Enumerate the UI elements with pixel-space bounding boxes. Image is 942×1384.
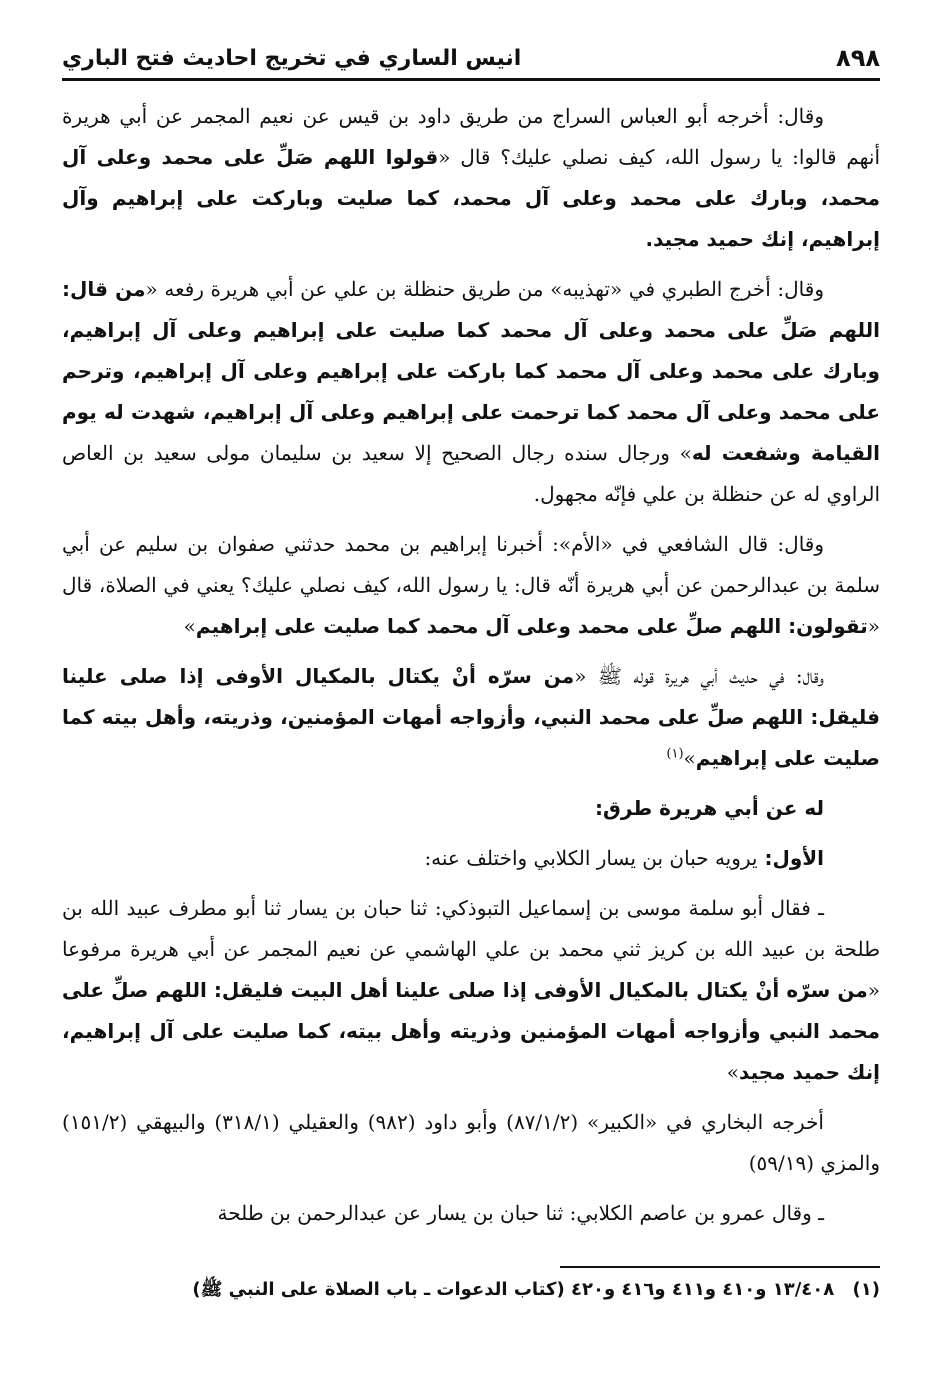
- body-text: [62, 96, 880, 1243]
- text-run: ـ فقال أبو سلمة موسى بن إسماعيل التبوذكي: ثنا حبان بن يسار ثنا أبو مطرف عبيد الله بن طلحة بن عبيد الله بن كريز ثني محمد بن علي الهاشمي عن نعيم المجمر عن أبي هريرة مرفوعا «: [62, 896, 880, 1002]
- text-run: وقال: قال الشافعي في «الأم»: أخبرنا إبراهيم بن محمد حدثني صفوان بن سليم عن أبي سلمة بن عبدالرحمن عن أبي هريرة أنّه قال: يا رسول الله، كيف نصلي عليك؟ يعني في الصلاة، قال «: [62, 532, 880, 638]
- page-number: ٨٩٨: [836, 44, 880, 72]
- text-run: وقال: أخرجه أبو العباس السراج من طريق داود بن قيس عن نعيم المجمر عن أبي هريرة أنهم قالوا: يا رسول الله، كيف نصلي عليك؟ قال «: [62, 104, 881, 169]
- paragraph: [62, 269, 880, 515]
- text-run: »: [726, 1060, 740, 1084]
- paragraph: [62, 524, 880, 647]
- paragraph: [62, 788, 880, 829]
- bold-text-run: الأول:: [757, 846, 824, 870]
- text-run: وقال: أخرج الطبري في «تهذيبه» من طريق حنظلة بن علي عن أبي هريرة رفعه «: [145, 277, 824, 301]
- text-run: وقال: في حديث أبي هريرة قوله ﷺ «: [574, 664, 824, 688]
- paragraph: [62, 656, 880, 779]
- text-run: »: [183, 614, 196, 638]
- text-run: أخرجه البخاري في «الكبير» (٨٧/١/٢) وأبو داود (٩٨٢) والعقيلي (٣١٨/١) والبيهقي (١٥١/٢) والمزي (٥٩/١٩): [62, 1110, 880, 1175]
- footnote-marker: (١): [852, 1279, 880, 1300]
- paragraph: [62, 888, 880, 1093]
- footnote-reference: (١): [666, 746, 684, 762]
- footnote-separator: [560, 1266, 880, 1268]
- text-run: »: [683, 746, 696, 770]
- paragraph: [62, 96, 880, 260]
- text-run: » ورجال سنده رجال الصحيح إلا سعيد بن سليمان مولى سعيد بن العاص الراوي له عن حنظلة بن علي فإنّه مجهول.: [62, 441, 880, 506]
- bold-text-run: له عن أبي هريرة طرق:: [595, 796, 824, 820]
- bold-text-run: من سرّه أنْ يكتال بالمكيال الأوفى إذا صلى علينا فليقل: اللهم صلِّ على محمد النبي، وأزواجه أمهات المؤمنين، وذريته، وأهل بيته كما صليت على إبراهيم: [62, 664, 880, 770]
- running-header: [62, 38, 880, 81]
- footnote: [62, 1274, 880, 1306]
- text-run: يرويه حبان بن يسار الكلابي واختلف عنه:: [424, 846, 758, 870]
- paragraph: [62, 838, 880, 879]
- text-run: ـ وقال عمرو بن عاصم الكلابي: ثنا حبان بن يسار عن عبدالرحمن بن طلحة: [217, 1201, 824, 1225]
- bold-text-run: من سرّه أنْ يكتال بالمكيال الأوفى إذا صلى علينا أهل البيت فليقل: اللهم صلِّ على محمد النبي وأزواجه أمهات المؤمنين وذريته وأهل بيته، كما صليت على آل إبراهيم، إنك حميد مجيد: [62, 978, 880, 1084]
- bold-text-run: قولوا اللهم صَلِّ على محمد وعلى آل محمد، وبارك على محمد وعلى آل محمد، كما صليت وباركت على إبراهيم وآل إبراهيم، إنك حميد مجيد.: [62, 145, 880, 251]
- footnote-text: ١٣/٤٠٨ و٤١٠ و٤١١ و٤١٦ و٤٢٠ (كتاب الدعوات ـ باب الصلاة على النبي ﷺ): [192, 1279, 835, 1300]
- bold-text-run: تقولون: اللهم صلِّ على محمد وعلى آل محمد كما صليت على إبراهيم: [195, 614, 868, 638]
- book-title: انيس الساري في تخريج احاديث فتح الباري: [62, 45, 522, 71]
- paragraph: [62, 1102, 880, 1184]
- paragraph: [62, 1193, 880, 1234]
- bold-text-run: من قال: اللهم صَلِّ على محمد وعلى آل محمد كما صليت على إبراهيم وعلى آل إبراهيم، وبارك على محمد وعلى آل محمد كما باركت على إبراهيم وعلى آل إبراهيم، وترحم على محمد وعلى آل محمد كما ترحمت على إبراهيم وعلى آل إبراهيم، شهدت له يوم القيامة وشفعت له: [62, 277, 880, 465]
